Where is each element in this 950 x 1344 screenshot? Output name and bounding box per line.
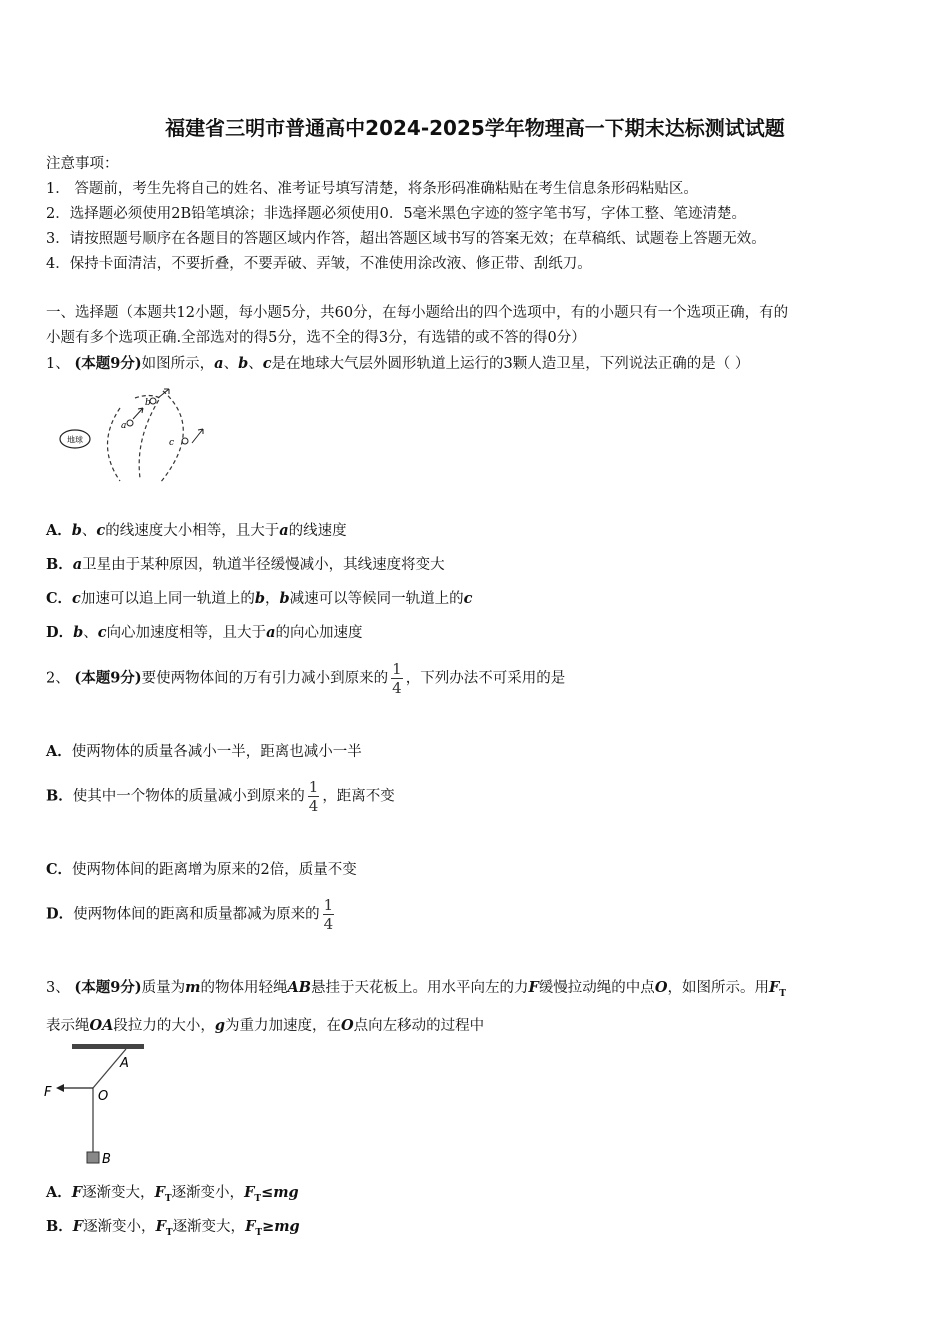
text: 为重力加速度，在: [225, 1018, 342, 1034]
option-label: B．: [46, 556, 73, 573]
satellite-b-label: b: [145, 398, 151, 408]
subscript: T: [165, 1227, 173, 1238]
q2-option-a[interactable]: [46, 740, 362, 761]
text: ，如图所示。用: [667, 980, 769, 996]
var: b: [279, 590, 290, 607]
option-label: D．: [46, 905, 74, 923]
denominator: 4: [308, 797, 319, 815]
q2-option-c[interactable]: [46, 858, 357, 879]
text: 卫星由于某种原因，轨道半径缓慢减小，其线速度将变大: [82, 557, 445, 573]
var: F: [154, 1184, 165, 1201]
q1-option-a[interactable]: [46, 519, 347, 540]
var: a: [266, 624, 276, 641]
q1-var-c: c: [262, 355, 272, 372]
text: ，距离不变: [322, 788, 395, 805]
var: F: [71, 1184, 83, 1201]
var: m: [185, 979, 201, 996]
text: 的向心加速度: [275, 625, 363, 641]
fraction: [323, 896, 335, 933]
text: 逐渐变大，: [82, 1185, 155, 1201]
notice-heading: 注意事项：: [46, 156, 119, 172]
numerator: 1: [308, 778, 319, 796]
label-B: B: [102, 1152, 111, 1167]
var: c: [72, 590, 81, 607]
text: 逐渐变小，: [83, 1219, 156, 1235]
var: b: [254, 590, 266, 607]
q3-score: (本题9分): [74, 979, 142, 996]
text: 使两物体间的距离和质量都减为原来的: [73, 906, 320, 923]
option-label: C．: [46, 590, 73, 607]
q1-score: (本题9分): [74, 355, 142, 372]
option-label: B．: [46, 787, 73, 805]
var: O: [654, 979, 668, 996]
q2-text: 要使两物体间的万有引力减小到原来的: [141, 670, 389, 687]
q3-option-a[interactable]: [46, 1181, 299, 1204]
satellite-orbit-figure: [55, 383, 215, 488]
subscript: T: [779, 988, 786, 999]
text: 点向左移动的过程中: [353, 1018, 485, 1034]
option-label: A．: [46, 1184, 72, 1201]
denominator: 4: [392, 679, 402, 697]
text: 使两物体的质量各减小一半，距离也减小一半: [71, 744, 362, 760]
q1-text: 如图所示，: [141, 356, 215, 372]
var: c: [463, 590, 473, 607]
denominator: 4: [323, 915, 334, 933]
var: b: [71, 522, 82, 539]
text: 段拉力的大小，: [113, 1018, 215, 1034]
text: 使两物体间的距离增为原来的2倍，质量不变: [72, 862, 357, 878]
notice-item: 4．保持卡面清洁，不要折叠，不要弄破、弄皱，不准使用涂改液、修正带、刮纸刀。: [46, 256, 592, 272]
satellite-c-label: c: [169, 438, 175, 448]
text: 向心加速度相等，且大于: [106, 625, 267, 641]
earth-label: 地球: [67, 435, 83, 445]
mass-block: [87, 1152, 99, 1163]
q2-option-b[interactable]: [46, 778, 395, 815]
notice-item: 3．请按照题号顺序在各题目的答题区域内作答，超出答题区域书写的答案无效；在草稿纸、试题卷上答题无效。: [46, 231, 766, 247]
text: 、: [83, 625, 98, 641]
var: ≤mg: [261, 1184, 299, 1201]
text: 加速可以追上同一轨道上的: [80, 591, 255, 607]
var: b: [73, 624, 84, 641]
text: 的线速度大小相等，且大于: [105, 523, 280, 539]
q1-sep: 、: [248, 356, 263, 372]
text: 使其中一个物体的质量减小到原来的: [72, 788, 305, 805]
satellite-c: [182, 438, 188, 444]
fraction: [308, 778, 320, 815]
q1-number: 1、: [46, 356, 70, 372]
q3-option-b[interactable]: [46, 1215, 300, 1238]
velocity-arrow-b: [158, 389, 169, 398]
option-label: A．: [46, 522, 72, 539]
var: c: [97, 624, 107, 641]
satellite-a-label: a: [121, 421, 127, 431]
force-arrowhead-icon: [56, 1084, 64, 1092]
orbit-inner: [108, 408, 121, 481]
var: F: [155, 1218, 166, 1235]
var: a: [279, 522, 289, 539]
q2-stem: [46, 660, 565, 697]
orbit-outer: [160, 391, 183, 483]
var: F: [245, 1218, 256, 1235]
var: ≥mg: [262, 1218, 300, 1235]
var: F: [72, 1218, 84, 1235]
q1-var-a: a: [214, 355, 224, 372]
text: 减速可以等候同一轨道上的: [289, 591, 464, 607]
subscript: T: [164, 1193, 172, 1204]
text: 悬挂于天花板上。用水平向左的力: [311, 980, 529, 996]
q2-option-d[interactable]: [46, 896, 337, 933]
var: AB: [287, 979, 312, 996]
numerator: 1: [392, 660, 402, 678]
var: g: [214, 1017, 226, 1034]
label-F: F: [44, 1085, 52, 1100]
var: c: [96, 522, 106, 539]
ceiling: [72, 1044, 144, 1049]
q1-option-c[interactable]: [46, 587, 473, 608]
option-label: C．: [46, 861, 73, 878]
q1-text: 是在地球大气层外圆形轨道上运行的3颗人造卫星，下列说法正确的是（ ）: [271, 356, 750, 372]
section-instruction-line1: 一、选择题（本题共12小题，每小题5分，共60分，在每小题给出的四个选项中，有的小题只有一个选项正确，有的: [46, 305, 789, 321]
q1-sep: 、: [223, 356, 239, 372]
text: 、: [81, 523, 97, 539]
q2-number: 2、: [46, 670, 70, 687]
text: 的线速度: [288, 523, 347, 539]
subscript: T: [254, 1193, 262, 1204]
text: 逐渐变大，: [172, 1219, 246, 1235]
notice-item: 2．选择题必须使用2B铅笔填涂；非选择题必须使用0．5毫米黑色字迹的签字笔书写，字体工整、笔迹清楚。: [46, 206, 747, 222]
var: OA: [89, 1017, 114, 1034]
satellite-b: [150, 398, 156, 404]
page-title: 福建省三明市普通高中2024-2025学年物理高一下期末达标测试试题: [165, 116, 785, 140]
q1-option-d[interactable]: [46, 621, 362, 642]
q1-stem: [46, 352, 749, 373]
text: 缓慢拉动绳的中点: [538, 980, 655, 996]
label-A: A: [120, 1056, 129, 1071]
satellite-a: [127, 420, 133, 426]
fraction: [391, 660, 403, 697]
q1-var-b: b: [238, 355, 249, 372]
q2-text: ，下列办法不可采用的是: [405, 670, 566, 687]
velocity-arrow-a: [133, 408, 143, 419]
rope-force-figure: [40, 1040, 160, 1170]
q3-stem-line1: [46, 976, 786, 999]
q1-option-b[interactable]: [46, 553, 445, 574]
option-label: D．: [46, 624, 74, 641]
text: 逐渐变小，: [171, 1185, 245, 1201]
var: F: [768, 979, 780, 996]
numerator: 1: [323, 896, 334, 914]
option-label: B．: [46, 1218, 73, 1235]
q2-score: (本题9分): [74, 669, 142, 687]
text: 质量为: [141, 980, 186, 996]
text: ，: [265, 591, 280, 607]
var: O: [341, 1017, 354, 1034]
velocity-arrow-c: [192, 429, 203, 443]
text: 表示绳: [46, 1018, 90, 1034]
q3-stem-line2: [46, 1014, 484, 1035]
var: a: [72, 556, 83, 573]
notice-item: 1． 答题前，考生先将自己的姓名、准考证号填写清楚，将条形码准确粘贴在考生信息条形码粘贴区。: [46, 181, 698, 197]
var: F: [244, 1184, 255, 1201]
label-O: O: [98, 1089, 109, 1104]
text: 的物体用轻绳: [200, 980, 288, 996]
subscript: T: [255, 1227, 263, 1238]
option-label: A．: [46, 743, 72, 760]
section-instruction-line2: 小题有多个选项正确.全部选对的得5分，选不全的得3分，有选错的或不答的得0分）: [46, 330, 586, 346]
var: F: [528, 979, 539, 996]
q3-number: 3、: [46, 980, 70, 996]
